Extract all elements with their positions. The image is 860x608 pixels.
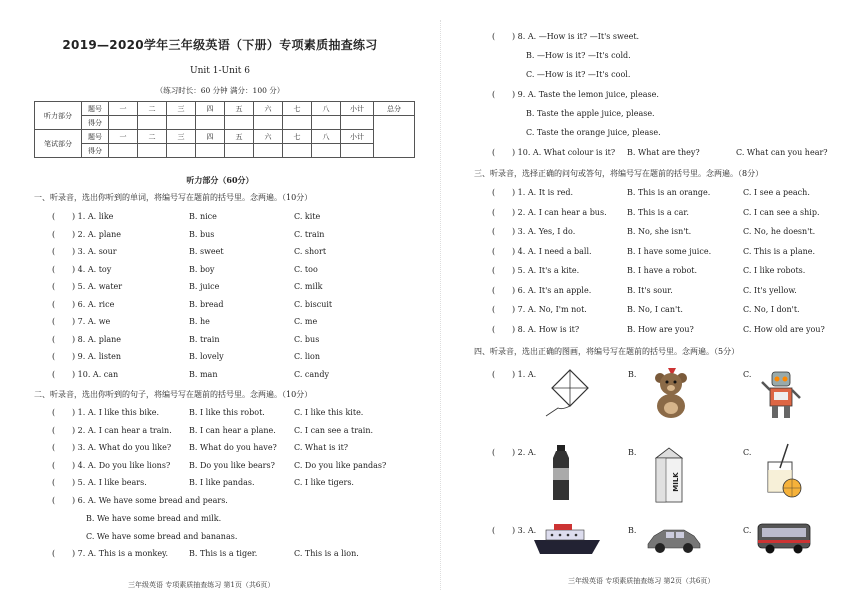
- answer-bracket[interactable]: (: [492, 370, 496, 379]
- juice-glass-icon: [758, 442, 808, 502]
- question-6-option-a: ) 6. A. We have some bread and pears.: [72, 496, 228, 505]
- option-a: ) 7. A. we: [72, 317, 111, 326]
- option-b: B.: [628, 448, 637, 457]
- teddy-bear-icon: [646, 366, 696, 420]
- option-c: C. train: [294, 229, 325, 239]
- answer-bracket[interactable]: (: [52, 496, 56, 505]
- right-page: [440, 0, 860, 608]
- answer-bracket[interactable]: (: [492, 285, 496, 295]
- option-a: ) 2. A. plane: [72, 229, 122, 239]
- option-a: ) 5. A. It's a kite.: [512, 266, 580, 275]
- page-footer: 三年级英语 专项素质抽查练习 第1页（共6页）: [128, 581, 275, 589]
- col-head: 四: [196, 130, 225, 144]
- answer-bracket[interactable]: (: [52, 425, 56, 435]
- answer-bracket[interactable]: (: [52, 352, 56, 361]
- option-a: ) 8. A. plane: [72, 334, 122, 344]
- option-a: ) 1. A. like: [72, 212, 114, 221]
- row-label: 题号: [82, 130, 109, 144]
- question-7-option-c: C. This is a lion.: [294, 549, 359, 558]
- option-a: ) 10. A. can: [72, 369, 119, 379]
- option-c: C. No, he doesn't.: [743, 227, 816, 236]
- score-cell[interactable]: [196, 116, 225, 130]
- option-a: ) 5. A. I like bears.: [72, 478, 147, 487]
- option-c: C. kite: [294, 212, 321, 221]
- option-a: ) 9. A. listen: [72, 352, 122, 361]
- option-c: C. too: [294, 264, 318, 274]
- option-b: B. It's sour.: [627, 285, 673, 295]
- listening-section-header: 听力部分（60分）: [186, 175, 254, 185]
- score-cell[interactable]: [312, 116, 341, 130]
- answer-bracket[interactable]: (: [492, 526, 496, 535]
- option-c: C. No, I don't.: [743, 305, 800, 314]
- option-c: C. short: [294, 247, 327, 256]
- answer-bracket[interactable]: (: [52, 443, 56, 452]
- option-c: C.: [743, 370, 752, 379]
- option-c: C. bus: [294, 334, 320, 344]
- option-c: C. It's yellow.: [743, 285, 797, 295]
- col-head: 二: [138, 102, 167, 116]
- option-b: B. I have some juice.: [627, 246, 712, 256]
- option-b: B. I like pandas.: [189, 478, 255, 487]
- question-9-option-a: ) 9. A. Taste the lemon juice, please.: [512, 90, 659, 99]
- option-b: B. nice: [189, 212, 217, 221]
- option-c: C.: [743, 526, 752, 535]
- answer-bracket[interactable]: (: [492, 227, 496, 236]
- answer-bracket[interactable]: (: [492, 188, 496, 197]
- question-9-option-c: C. Taste the orange juice, please.: [526, 128, 661, 137]
- answer-bracket[interactable]: (: [492, 207, 496, 217]
- option-c: C. I see a peach.: [743, 188, 810, 197]
- option-a: ) 4. A. I need a ball.: [512, 246, 592, 256]
- answer-bracket[interactable]: (: [52, 478, 56, 487]
- question-8-option-b: B. —How is it? —It's cold.: [526, 51, 631, 60]
- option-b: B. bread: [189, 299, 224, 309]
- total-cell[interactable]: [374, 116, 415, 158]
- answer-bracket[interactable]: (: [52, 369, 56, 379]
- page-footer: 三年级英语 专项素质抽查练习 第2页（共6页）: [568, 577, 715, 585]
- option-a: ) 7. A. No, I'm not.: [512, 305, 587, 314]
- option-c: C. I like tigers.: [294, 478, 354, 487]
- section-2-heading: 二、听录音，选出你听到的句子，将编号写在题前的括号里。念两遍。（10分）: [34, 390, 313, 399]
- score-cell[interactable]: [225, 144, 254, 158]
- col-head: 一: [109, 130, 138, 144]
- col-head: 七: [283, 130, 312, 144]
- option-b: B. No, I can't.: [627, 305, 683, 314]
- score-cell[interactable]: [109, 116, 138, 130]
- answer-bracket[interactable]: (: [492, 246, 496, 256]
- option-a: ) 1. A. I like this bike.: [72, 408, 160, 417]
- kite-icon: [540, 368, 600, 418]
- option-a: ) 4. A. toy: [72, 264, 112, 274]
- option-a: ) 8. A. How is it?: [512, 324, 580, 334]
- ship-icon: [532, 522, 602, 556]
- row-label: 得分: [82, 116, 109, 130]
- col-head: 四: [196, 102, 225, 116]
- score-cell[interactable]: [254, 116, 283, 130]
- score-cell[interactable]: [196, 144, 225, 158]
- score-cell[interactable]: [167, 116, 196, 130]
- robot-icon: [758, 368, 804, 424]
- col-head: 小计: [341, 102, 374, 116]
- option-c: C. I like robots.: [743, 266, 806, 275]
- score-row-written-num: [35, 130, 415, 144]
- score-row-listening-num: [35, 102, 415, 116]
- answer-bracket[interactable]: (: [492, 266, 496, 275]
- option-b: B. I can hear a plane.: [189, 425, 276, 435]
- answer-bracket[interactable]: (: [52, 282, 56, 291]
- page-title: 2019—2020学年三年级英语（下册）专项素质抽查练习: [62, 38, 378, 52]
- section-4-heading: 四、听录音，选出正确的图画，将编号写在题前的括号里。念两遍。（5分）: [474, 347, 740, 356]
- total-head: 总分: [374, 102, 415, 116]
- score-cell[interactable]: [138, 116, 167, 130]
- option-b: B. sweet: [189, 247, 224, 256]
- milk-carton-label: MILK: [672, 472, 680, 492]
- option-b: B. How are you?: [627, 324, 694, 334]
- option-a: ) 5. A. water: [72, 282, 123, 291]
- option-a: ) 3. A.: [512, 526, 537, 535]
- score-cell[interactable]: [254, 144, 283, 158]
- option-a: ) 2. A.: [512, 448, 537, 457]
- col-head: 五: [225, 130, 254, 144]
- option-a: ) 3. A. Yes, I do.: [512, 227, 576, 236]
- score-row-listening-score: [35, 116, 415, 130]
- option-a: ) 6. A. rice: [72, 299, 115, 309]
- option-b: B.: [628, 526, 637, 535]
- option-c: C. What is it?: [294, 443, 349, 452]
- bus-icon: [756, 520, 812, 556]
- col-head: 五: [225, 102, 254, 116]
- option-c: C. biscuit: [294, 299, 333, 309]
- option-a: ) 3. A. What do you like?: [72, 443, 172, 452]
- answer-bracket[interactable]: (: [52, 212, 56, 221]
- col-head: 三: [167, 102, 196, 116]
- answer-bracket[interactable]: (: [52, 264, 56, 274]
- option-c: C. How old are you?: [743, 324, 825, 334]
- score-cell[interactable]: [109, 144, 138, 158]
- question-7-option-b: B. This is a tiger.: [189, 549, 258, 558]
- car-icon: [644, 524, 704, 554]
- col-head: 七: [283, 102, 312, 116]
- answer-bracket[interactable]: (: [492, 448, 496, 457]
- option-a: ) 4. A. Do you like lions?: [72, 460, 171, 470]
- answer-bracket[interactable]: (: [492, 324, 496, 334]
- answer-bracket[interactable]: (: [492, 148, 496, 157]
- answer-bracket[interactable]: (: [52, 408, 56, 417]
- question-10-option-a: ) 10. A. What colour is it?: [512, 148, 616, 157]
- score-cell[interactable]: [341, 116, 374, 130]
- section-label: 笔试部分: [35, 130, 82, 158]
- answer-bracket[interactable]: (: [492, 32, 496, 41]
- answer-bracket[interactable]: (: [492, 90, 496, 99]
- option-a: ) 2. A. I can hear a train.: [72, 425, 172, 435]
- score-cell[interactable]: [138, 144, 167, 158]
- option-b: B. Do you like bears?: [189, 460, 275, 470]
- score-cell[interactable]: [167, 144, 196, 158]
- answer-bracket[interactable]: (: [492, 305, 496, 314]
- score-cell[interactable]: [341, 144, 374, 158]
- answer-bracket[interactable]: (: [52, 549, 56, 558]
- score-cell[interactable]: [283, 116, 312, 130]
- question-9-option-b: B. Taste the apple juice, please.: [526, 109, 655, 118]
- question-7-option-a: ) 7. A. This is a monkey.: [72, 549, 169, 558]
- option-c: C. milk: [294, 282, 323, 291]
- option-a: ) 3. A. sour: [72, 247, 117, 256]
- option-c: C. candy: [294, 369, 329, 379]
- option-b: B. This is a car.: [627, 207, 689, 217]
- option-b: B. he: [189, 317, 210, 326]
- option-b: B. lovely: [189, 352, 224, 361]
- section-label: 听力部分: [35, 102, 82, 130]
- answer-bracket[interactable]: (: [52, 247, 56, 256]
- score-row-written-score: [35, 144, 415, 158]
- option-c: C. I like this kite.: [294, 408, 364, 417]
- milk-carton-icon: [650, 446, 688, 504]
- option-b: B. boy: [189, 264, 215, 274]
- option-c: C. This is a plane.: [743, 246, 816, 256]
- option-b: B. This is an orange.: [627, 188, 711, 197]
- option-b: B. bus: [189, 229, 215, 239]
- option-a: ) 1. A.: [512, 370, 537, 379]
- question-6-option-b: B. We have some bread and milk.: [86, 514, 222, 523]
- option-b: B. No, she isn't.: [627, 227, 692, 236]
- option-c: C. Do you like pandas?: [294, 460, 387, 470]
- question-10-option-c: C. What can you hear?: [736, 148, 828, 157]
- option-b: B. I have a robot.: [627, 266, 698, 275]
- water-bottle-icon: [550, 444, 572, 502]
- page-subtitle: Unit 1-Unit 6: [190, 66, 250, 76]
- option-c: C.: [743, 448, 752, 457]
- row-label: 题号: [82, 102, 109, 116]
- score-table: [34, 101, 415, 158]
- col-head: 八: [312, 102, 341, 116]
- option-c: C. me: [294, 317, 318, 326]
- answer-bracket[interactable]: (: [52, 229, 56, 239]
- question-8-option-c: C. —How is it? —It's cool.: [526, 70, 631, 79]
- col-head: 一: [109, 102, 138, 116]
- option-c: C. lion: [294, 352, 321, 361]
- option-a: ) 1. A. It is red.: [512, 188, 574, 197]
- col-head: 二: [138, 130, 167, 144]
- question-6-option-c: C. We have some bread and bananas.: [86, 532, 238, 541]
- col-head: 六: [254, 130, 283, 144]
- option-b: B. train: [189, 334, 220, 344]
- option-b: B. man: [189, 369, 218, 379]
- option-c: C. I can see a train.: [294, 425, 374, 435]
- answer-bracket[interactable]: (: [52, 299, 56, 309]
- question-8-option-a: ) 8. A. —How is it? —It's sweet.: [512, 32, 640, 41]
- score-cell[interactable]: [312, 144, 341, 158]
- option-b: B. I like this robot.: [189, 408, 265, 417]
- option-b: B. What do you have?: [189, 443, 277, 452]
- col-head: 八: [312, 130, 341, 144]
- col-head: 六: [254, 102, 283, 116]
- option-a: ) 6. A. It's an apple.: [512, 285, 592, 295]
- answer-bracket[interactable]: (: [52, 460, 56, 470]
- timing-note: （练习时长：60 分钟 满分：100 分）: [155, 86, 285, 95]
- col-head: 小计: [341, 130, 374, 144]
- answer-bracket[interactable]: (: [52, 317, 56, 326]
- option-a: ) 2. A. I can hear a bus.: [512, 207, 607, 217]
- option-c: C. I can see a ship.: [743, 207, 820, 217]
- option-b: B. juice: [189, 282, 220, 291]
- option-b: B.: [628, 370, 637, 379]
- score-cell[interactable]: [225, 116, 254, 130]
- row-label: 得分: [82, 144, 109, 158]
- col-head: 三: [167, 130, 196, 144]
- section-3-heading: 三、听录音，选择正确的问句或答句，将编号写在题前的括号里。念两遍。（8分）: [474, 169, 764, 178]
- answer-bracket[interactable]: (: [52, 334, 56, 344]
- question-10-option-b: B. What are they?: [627, 148, 700, 157]
- score-cell[interactable]: [283, 144, 312, 158]
- section-1-heading: 一、听录音，选出你听到的单词，将编号写在题前的括号里。念两遍。（10分）: [34, 193, 313, 202]
